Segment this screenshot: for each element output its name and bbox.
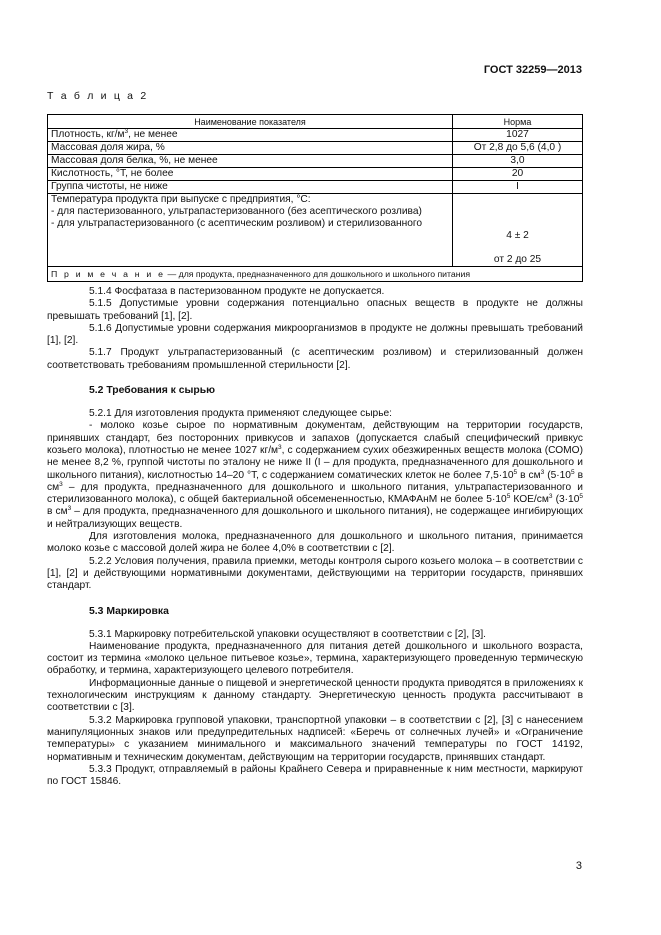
paragraph-5-1-7: 5.1.7 Продукт ультрапастеризованный (с асептическим розливом) и стерилизованный должен соответствовать требованиям промышленной стерильности [2]. <box>47 347 583 371</box>
row-name: Массовая доля жира, % <box>48 142 453 155</box>
page-number: 3 <box>575 860 582 872</box>
paragraph-5-1-4: 5.1.4 Фосфатаза в пастеризованном продукте не допускается. <box>89 286 385 297</box>
row-value: I <box>453 181 583 194</box>
row-name: Массовая доля белка, %, не менее <box>48 155 453 168</box>
paragraph-5-3-3: 5.3.3 Продукт, отправляемый в районы Крайнего Севера и приравненные к ним местности, маркируют по ГОСТ 15846. <box>47 763 583 788</box>
table-note: П р и м е ч а н и е — для продукта, предназначенного для дошкольного и школьного питания <box>48 267 583 282</box>
row-value: От 2,8 до 5,6 (4,0 ) <box>453 142 583 155</box>
table-row <box>48 181 583 194</box>
row-name: Группа чистоты, не ниже <box>48 181 453 194</box>
paragraph-raw-milk: - молоко козье сырое по нормативным документам, действующим на территории государств, принявших стандарт, без посторонних привкусов и запахов (допускается слабый специфический привкус козьего молока), плотностью не менее 1027 $кг/м^3$, с содержанием сухих обезжиренных веществ молока (СОМО) не менее 8,2 %, группой чистоты по эталону не ниже II (I – для продукта, предназначенного для дошкольного и школьного питания), кислотностью 14–20 °Т, с содержанием соматических клеток не более $7,5\cdot 10^5$ в $см^3$ ($5\cdot 10^5$ в $см^3$ – для продукта, предназначенного для дошкольного и школьного питания, ультрапастеризованного и стерилизованного молока), с общей бактериальной обсемененностью, КМАФАнМ не более $5\cdot 10^5$ КОЕ/$см^3$ ($3\cdot 10^5$ в $см^3$ – для продукта, предназначенного для дошкольного и школьного питания), не содержащее ингибирующих и нейтрализующих веществ. <box>47 420 584 530</box>
table-row <box>48 155 583 168</box>
table-note-row <box>48 267 583 282</box>
table-row <box>48 129 583 142</box>
body-text <box>47 286 583 788</box>
row-name: Кислотность, °Т, не более <box>48 168 453 181</box>
paragraph-5-1-6: 5.1.6 Допустимые уровни содержания микроорганизмов в продукте не должны превышать требований [1], [2]. <box>47 322 583 347</box>
table-row <box>48 168 583 181</box>
document-code: ГОСТ 32259—2013 <box>483 64 582 76</box>
row-value: 20 <box>453 168 583 181</box>
paragraph-product-name: Наименование продукта, предназначенного для питания детей дошкольного и школьного возраста, состоит из термина «молоко цельное питьевое козье», термина, характеризующего проведенную термическую обработку, и термина, характеризующего целевого потребителя. <box>47 640 583 677</box>
row-value: 3,0 <box>453 155 583 168</box>
paragraph-5-2-1: 5.2.1 Для изготовления продукта применяют следующее сырье: <box>89 408 392 420</box>
row-name: Плотность, $кг/м^3$, не менее <box>48 129 453 142</box>
paragraph-5-3-2: 5.3.2 Маркировка групповой упаковки, транспортной упаковки – в соответствии с [2], [3] с нанесением манипуляционных знаков или предупредительных надписей: «Беречь от солнечных лучей» и «Ограничение температуры» с указанием минимального и максимального значений температуры по ГОСТ 14192, нормативным и техническим документам, действующим на территории государств, принявших стандарт. <box>47 714 583 763</box>
section-heading-5-3: 5.3 Маркировка <box>89 605 169 617</box>
column-header-name: Наименование показателя <box>48 115 453 129</box>
row-value-temperature: 4 ± 2 от 2 до 25 <box>453 194 583 267</box>
column-header-norm: Норма <box>453 115 583 129</box>
paragraph-nutrition-info: Информационные данные о пищевой и энергетической ценности продукта приводятся в приложениях к технологическим инструкциям к данному стандарту. Энергетическую ценность продукта рассчитывают в соответствии с [3]. <box>47 677 583 714</box>
paragraph-5-1-5: 5.1.5 Допустимые уровни содержания потенциально опасных веществ в продукте не должны превышать требований [1], [2]. <box>47 298 583 322</box>
row-value: 1027 <box>453 129 583 142</box>
table-caption: Т а б л и ц а 2 <box>47 90 149 102</box>
norms-table <box>47 114 583 282</box>
table-row-temperature <box>48 194 583 267</box>
section-heading-5-2: 5.2 Требования к сырью <box>89 385 216 397</box>
paragraph-fat-limit: Для изготовления молока, предназначенного для дошкольного и школьного питания, принимается молоко козье с массовой долей жира не более 4,0% в соответствии с [2]. <box>47 531 583 555</box>
table-row <box>48 142 583 155</box>
paragraph-5-3-1: 5.3.1 Маркировку потребительской упаковки осуществляют в соответствии с [2], [3]. <box>89 628 487 640</box>
table-header-row <box>48 115 583 129</box>
paragraph-5-2-2: 5.2.2 Условия получения, правила приемки, методы контроля сырого козьего молока – в соответствии с [1], [2] и действующими нормативными документами, действующими на территории государств, принявших стандарт. <box>47 555 583 592</box>
row-name-temperature: Температура продукта при выпуске с предприятия, °С: - для пастеризованного, ультрапастеризованного (без асептического розлива) - для ультрапастеризованного (с асептическим розливом) и стерилизованного <box>48 194 453 267</box>
